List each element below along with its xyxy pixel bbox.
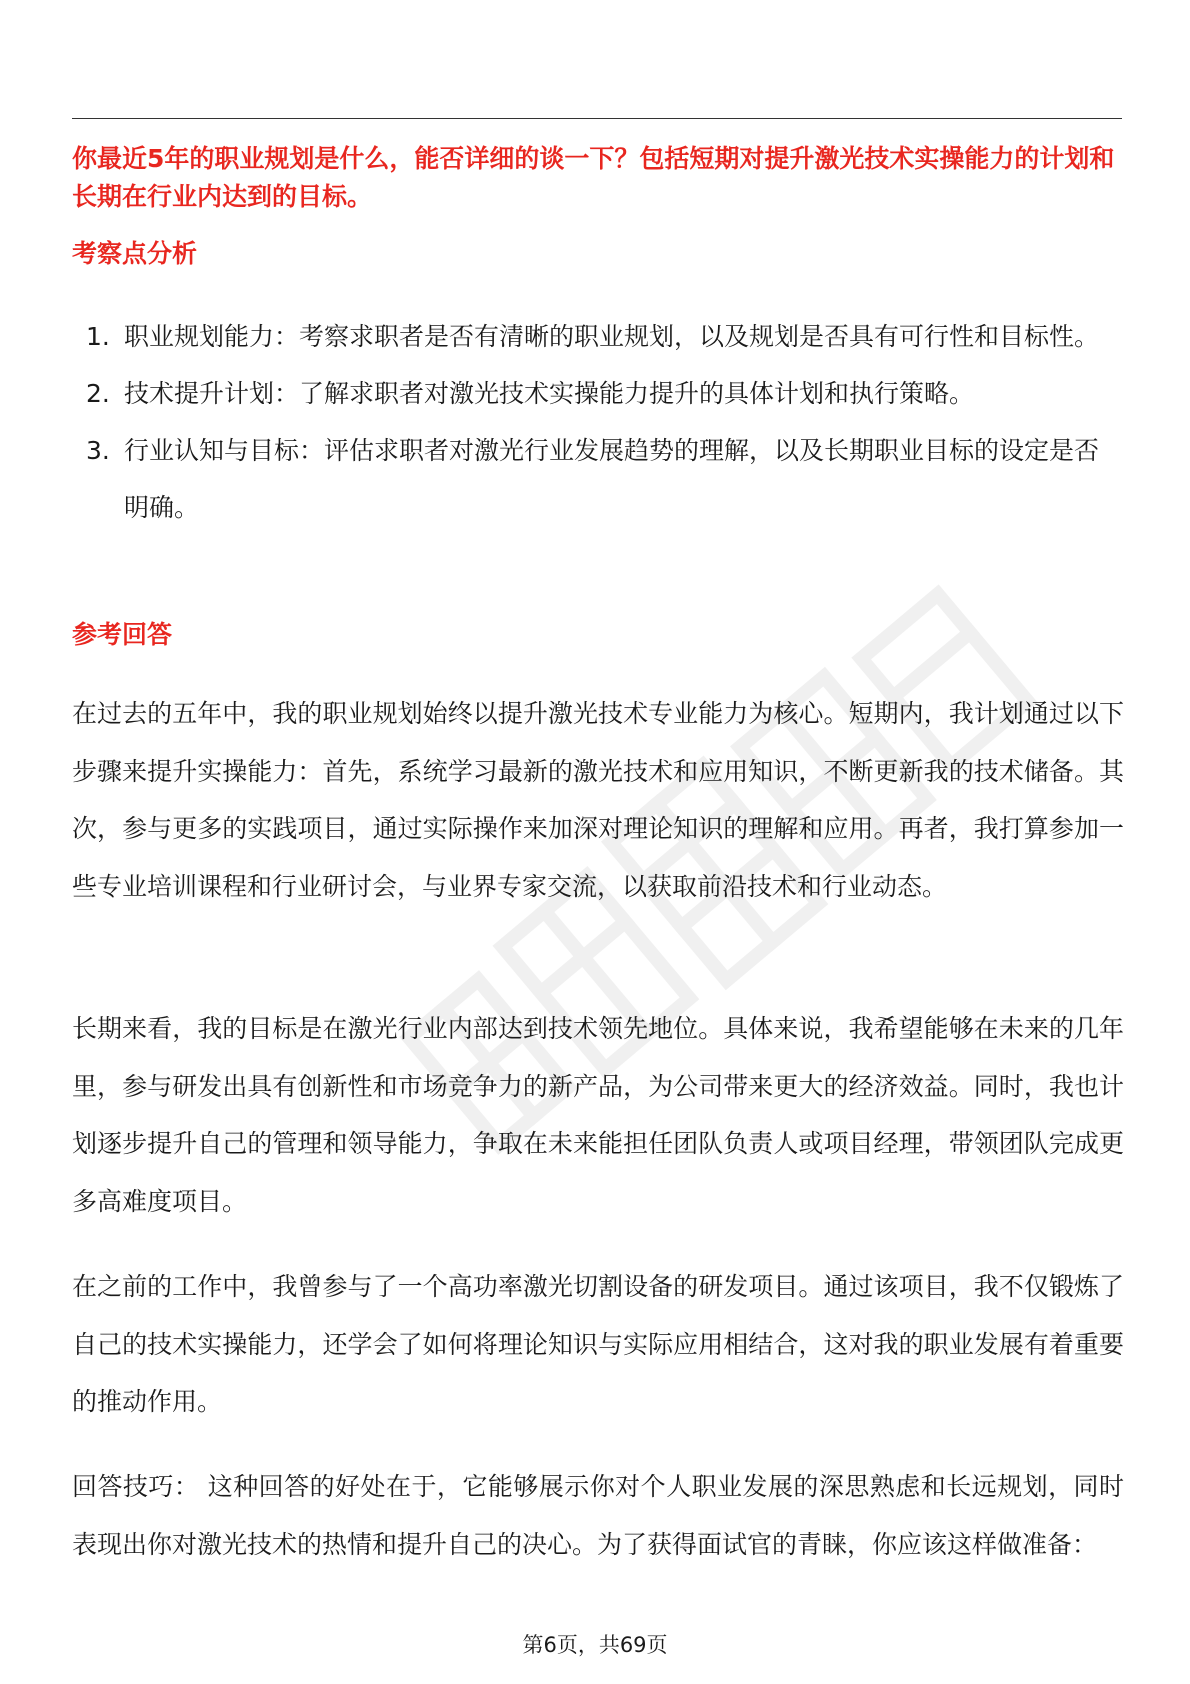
answer-paragraph: 在过去的五年中，我的职业规划始终以提升激光技术专业能力为核心。短期内，我计划通过以下步骤来提升实操能力：首先，系统学习最新的激光技术和应用知识，不断更新我的技术储备。其次，参与更多的实践项目，通过实际操作来加深对理论知识的理解和应用。再者，我打算参加一些专业培训课程和行业研讨会，与业界专家交流，以获取前沿技术和行业动态。: [72, 699, 1124, 901]
list-item-number: 1.: [86, 322, 110, 351]
list-item-text: 职业规划能力：考察求职者是否有清晰的职业规划，以及规划是否具有可行性和目标性。: [124, 322, 1100, 351]
list-item: [72, 422, 1122, 536]
list-item-number: 2.: [86, 379, 110, 408]
question-title: 你最近5年的职业规划是什么，能否详细的谈一下？包括短期对提升激光技术实操能力的计划和长期在行业内达到的目标。: [72, 144, 1115, 211]
list-item-number: 3.: [86, 436, 110, 465]
answer-tips-paragraph: 回答技巧： 这种回答的好处在于，它能够展示你对个人职业发展的深思熟虑和长远规划，同时表现出你对激光技术的热情和提升自己的决心。为了获得面试官的青睐，你应该这样做准备：: [72, 1472, 1124, 1559]
answer-paragraph: 长期来看，我的目标是在激光行业内部达到技术领先地位。具体来说，我希望能够在未来的几年里，参与研发出具有创新性和市场竞争力的新产品，为公司带来更大的经济效益。同时，我也计划逐步提升自己的管理和领导能力，争取在未来能担任团队负责人或项目经理，带领团队完成更多高难度项目。: [72, 1014, 1124, 1216]
answer-paragraph: 在之前的工作中，我曾参与了一个高功率激光切割设备的研发项目。通过该项目，我不仅锻炼了自己的技术实操能力，还学会了如何将理论知识与实际应用相结合，这对我的职业发展有着重要的推动作用。: [72, 1272, 1124, 1416]
answer-heading: 参考回答: [72, 620, 173, 649]
list-item: [72, 365, 1122, 422]
list-item: [72, 308, 1122, 365]
list-item-text: 行业认知与目标：评估求职者对激光行业发展趋势的理解，以及长期职业目标的设定是否明确。: [124, 436, 1100, 522]
page-number-footer: 第6页，共69页: [522, 1633, 668, 1657]
analysis-heading: 考察点分析: [72, 239, 198, 268]
list-item-text: 技术提升计划：了解求职者对激光技术实操能力提升的具体计划和执行策略。: [124, 379, 975, 408]
top-divider: [72, 118, 1122, 119]
analysis-list: [72, 308, 1122, 536]
